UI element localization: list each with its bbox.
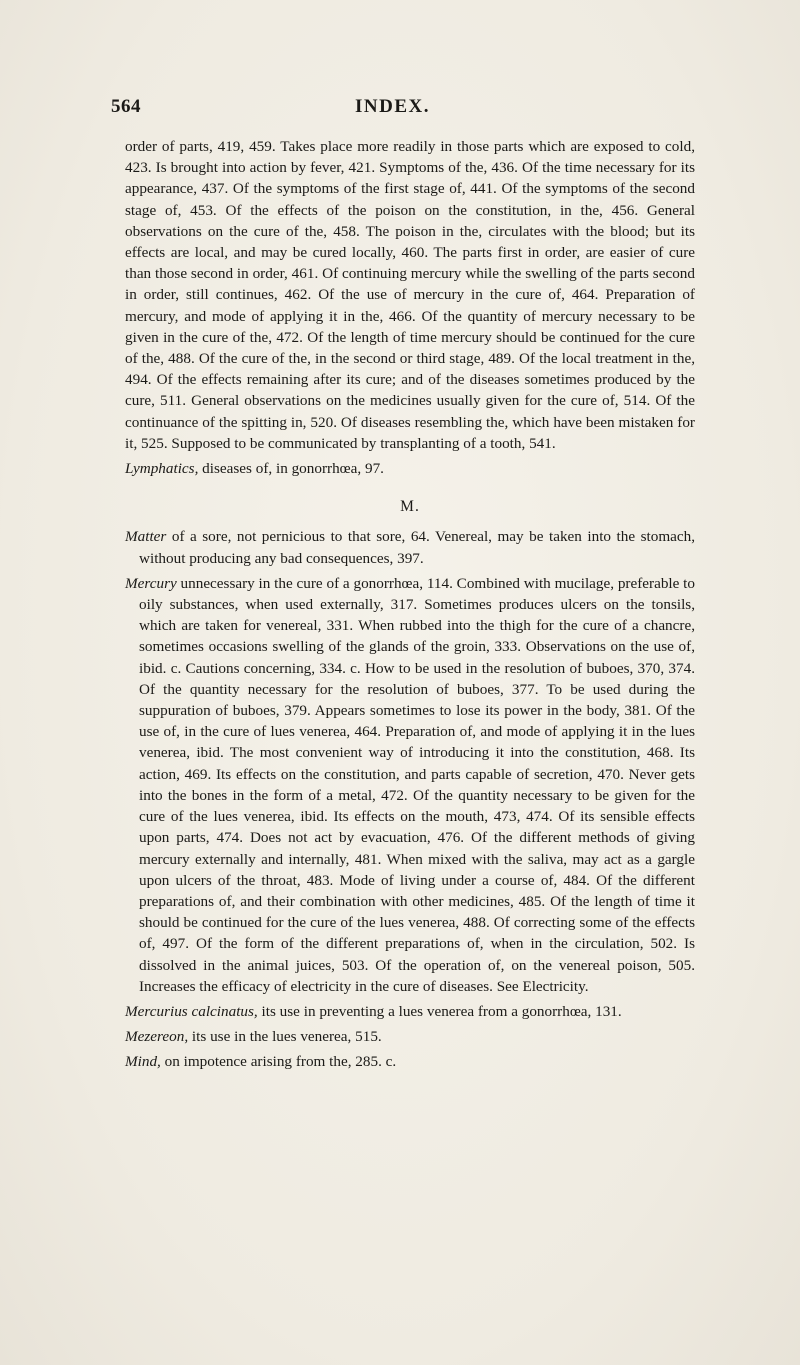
index-entry-mercurius-calcinatus <box>125 1001 695 1022</box>
entry-term: Matter <box>125 528 167 546</box>
index-entry-continuation <box>125 136 695 454</box>
entry-text: diseases of, in gonorrhœa, 97. <box>198 460 384 478</box>
entry-text: on impotence arising from the, 285. c. <box>160 1053 397 1071</box>
entry-term: Mercurius calcinatus, <box>125 1002 258 1020</box>
entry-text: of a sore, not pernicious to that sore, 64. Venereal, may be taken into the stomach, without producing any bad consequences, 397. <box>139 528 695 567</box>
entry-text: its use in the lues venerea, 515. <box>188 1028 382 1046</box>
entry-term: Mezereon, <box>125 1028 189 1046</box>
entry-text: unnecessary in the cure of a gonorrhœa, 114. Combined with mucilage, preferable to oily substances, when used externally, 317. Sometimes produces ulcers on the tonsils, which are taken for venereal, 331. When rubbed into the thigh for the cure of a chancre, sometimes occasions swelling of the glands of the groin, 333. Observations on the use of, ibid. c. Cautions concerning, 334. c. How to be used in the resolution of buboes, 370, 374. Of the quantity necessary for the resolution of buboes, 377. To be used during the suppuration of buboes, 379. Appears sometimes to lose its power in the body, 381. Of the use of, in the cure of lues venerea, 464. Preparation of, and mode of applying it in the lues venerea, ibid. The most convenient way of introducing it into the constitution, 468. Its action, 469. Its effects on the constitution, and parts capable of secretion, 470. Never gets into the bones in the form of a metal, 472. Of the quantity necessary to be given for the cure of the lues venerea, ibid. Its effects on the mouth, 473, 474. Of its sensible effects upon parts, 474. Does not act by evacuation, 476. Of the different methods of giving mercury externally and internally, 481. When mixed with the saliva, may act as a gargle upon ulcers of the throat, 483. Mode of living under a course of, 484. Of the different preparations of, and their combination with other medicines, 485. Of the length of time it should be continued for the cure of the lues venerea, 488. Of correcting some of the effects of, 497. Of the form of the different preparations of, when in the circulation, 502. Is dissolved in the animal juices, 503. Of the operation of, on the venereal poison, 505. Increases the efficacy of electricity in the cure of diseases. See Electricity. <box>139 574 695 995</box>
page-header <box>111 96 711 126</box>
index-entry-mind <box>125 1051 695 1072</box>
entry-text: its use in preventing a lues venerea from a gonorrhœa, 131. <box>257 1002 622 1020</box>
section-letter: M. <box>400 498 420 516</box>
page-number: 564 <box>111 96 141 117</box>
entry-term: Mercury <box>125 574 177 592</box>
index-entry-matter <box>125 526 695 568</box>
entry-term: Lymphatics, <box>125 460 199 478</box>
index-entry-mezereon <box>125 1026 695 1047</box>
index-entry-lymphatics <box>125 458 695 479</box>
index-entry-mercury <box>125 573 695 997</box>
entry-term: Mind, <box>125 1053 161 1071</box>
index-body <box>125 136 695 1073</box>
entry-text: order of parts, 419, 459. Takes place more readily in those parts which are exposed to cold, 423. Is brought into action by fever, 421. Symptoms of the, 436. Of the time necessary for its appearance, 437. Of the symptoms of the first stage of, 441. Of the symptoms of the second stage of, 453. Of the effects of the poison on the constitution, in the, 456. General observations on the cure of the, 458. The poison in the, circulates with the blood; but its effects are local, and may be cured locally, 460. The parts first in order, are easier of cure than those second in order, 461. Of continuing mercury while the swelling of the parts second in order, still continues, 462. Of the use of mercury in the cure of, 464. Preparation of mercury, and mode of applying it in the, 466. Of the quantity of mercury necessary to be given in the cure of the, 472. Of the length of time mercury should be continued for the cure of the, 488. Of the cure of the, in the second or third stage, 489. Of the local treatment in the, 494. Of the effects remaining after its cure; and of the diseases sometimes produced by the cure, 511. General observations on the medicines usually given for the cure of, 514. Of the continuance of the spitting in, 520. Of diseases resembling the, which have been mistaken for it, 525. Supposed to be communicated by transplanting of a tooth, 541. <box>125 138 695 452</box>
running-title: INDEX. <box>355 96 430 117</box>
